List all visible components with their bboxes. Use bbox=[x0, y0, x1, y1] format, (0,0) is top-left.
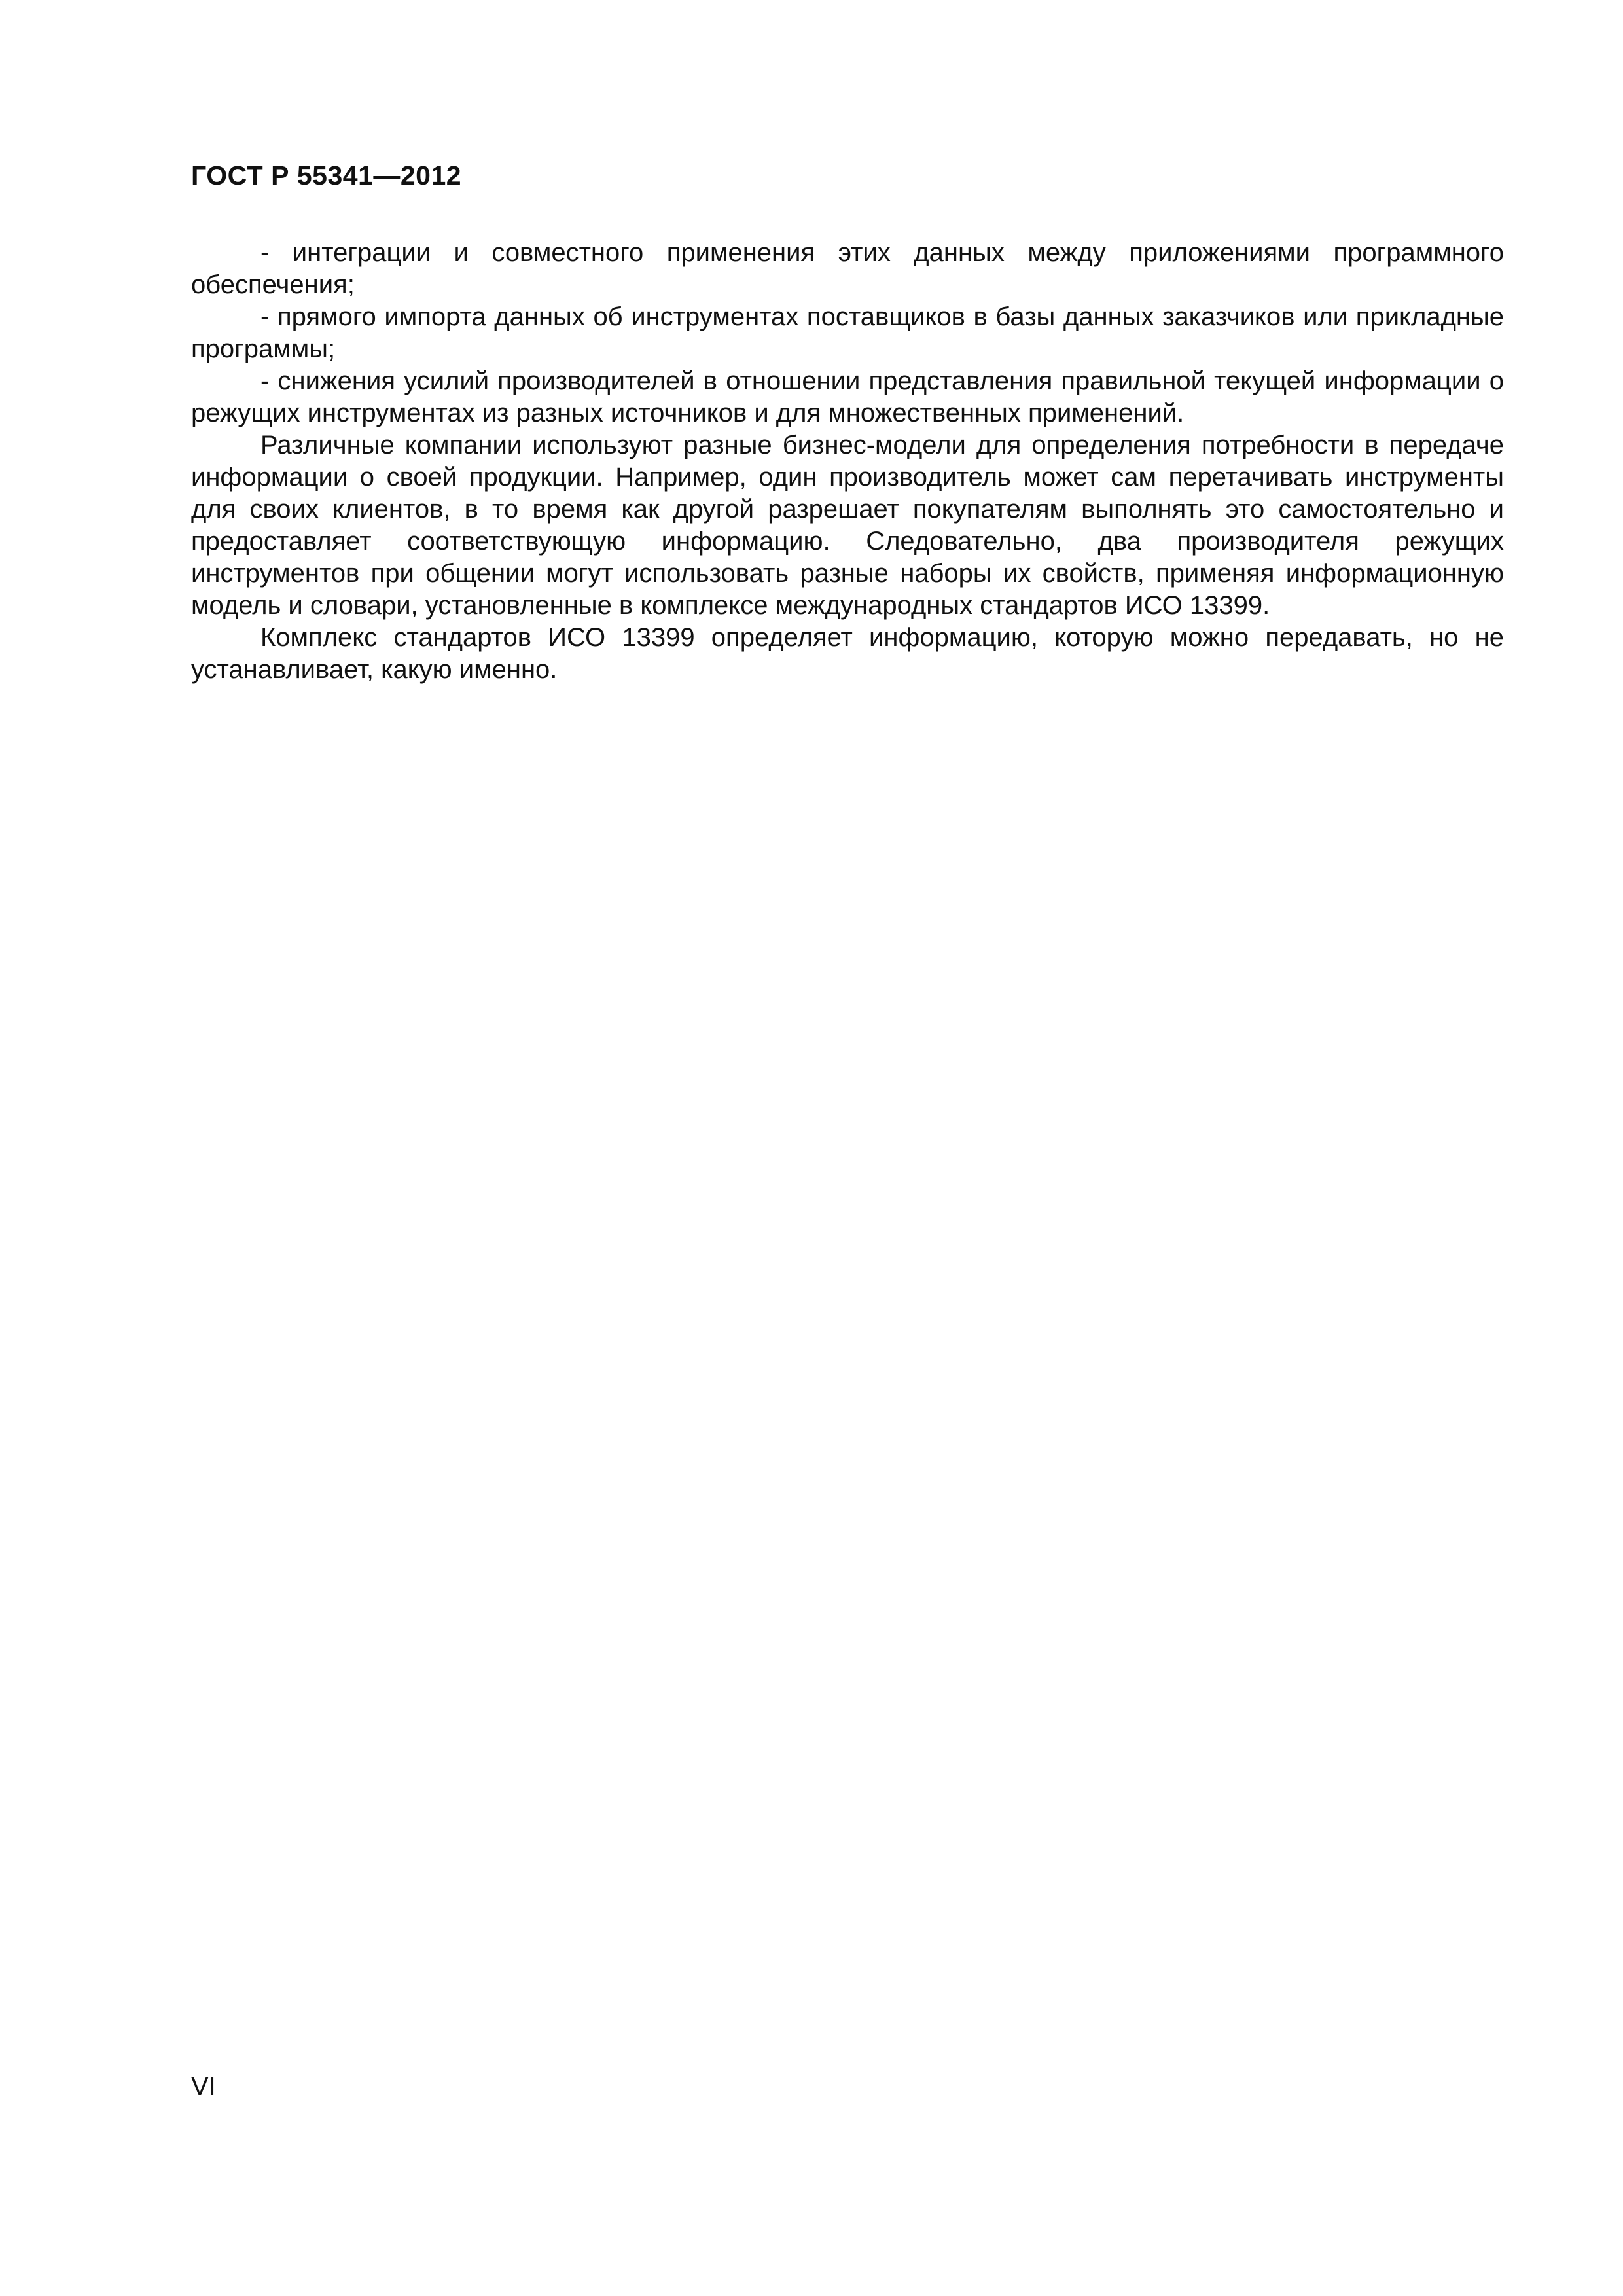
document-body bbox=[191, 237, 1504, 686]
document-code-header: ГОСТ Р 55341—2012 bbox=[191, 160, 462, 190]
list-item-reduce-effort: - снижения усилий производителей в отношении представления правильной текущей информации о режущих инструментах из разных источников и для множественных применений. bbox=[191, 367, 1504, 427]
list-item-integration: - интеграции и совместного применения этих данных между приложениями программного обеспечения; bbox=[191, 238, 1504, 299]
list-item-direct-import: - прямого импорта данных об инструментах поставщиков в базы данных заказчиков или прикладные программы; bbox=[191, 302, 1504, 363]
paragraph-iso-13399: Комплекс стандартов ИСО 13399 определяет информацию, которую можно передавать, но не устанавливает, какую именно. bbox=[191, 623, 1504, 684]
paragraph-business-models: Различные компании используют разные бизнес-модели для определения потребности в передаче информации о своей продукции. Например, один производитель может сам перетачивать инструменты для своих клиентов, в то время как другой разрешает покупателям выполнять это самостоятельно и предоставляет соответствующую информацию. Следовательно, два производителя режущих инструментов при общении могут использовать разные наборы их свойств, применяя информационную модель и словари, установленные в комплексе международных стандартов ИСО 13399. bbox=[191, 431, 1504, 620]
page-number: VI bbox=[191, 2072, 216, 2101]
